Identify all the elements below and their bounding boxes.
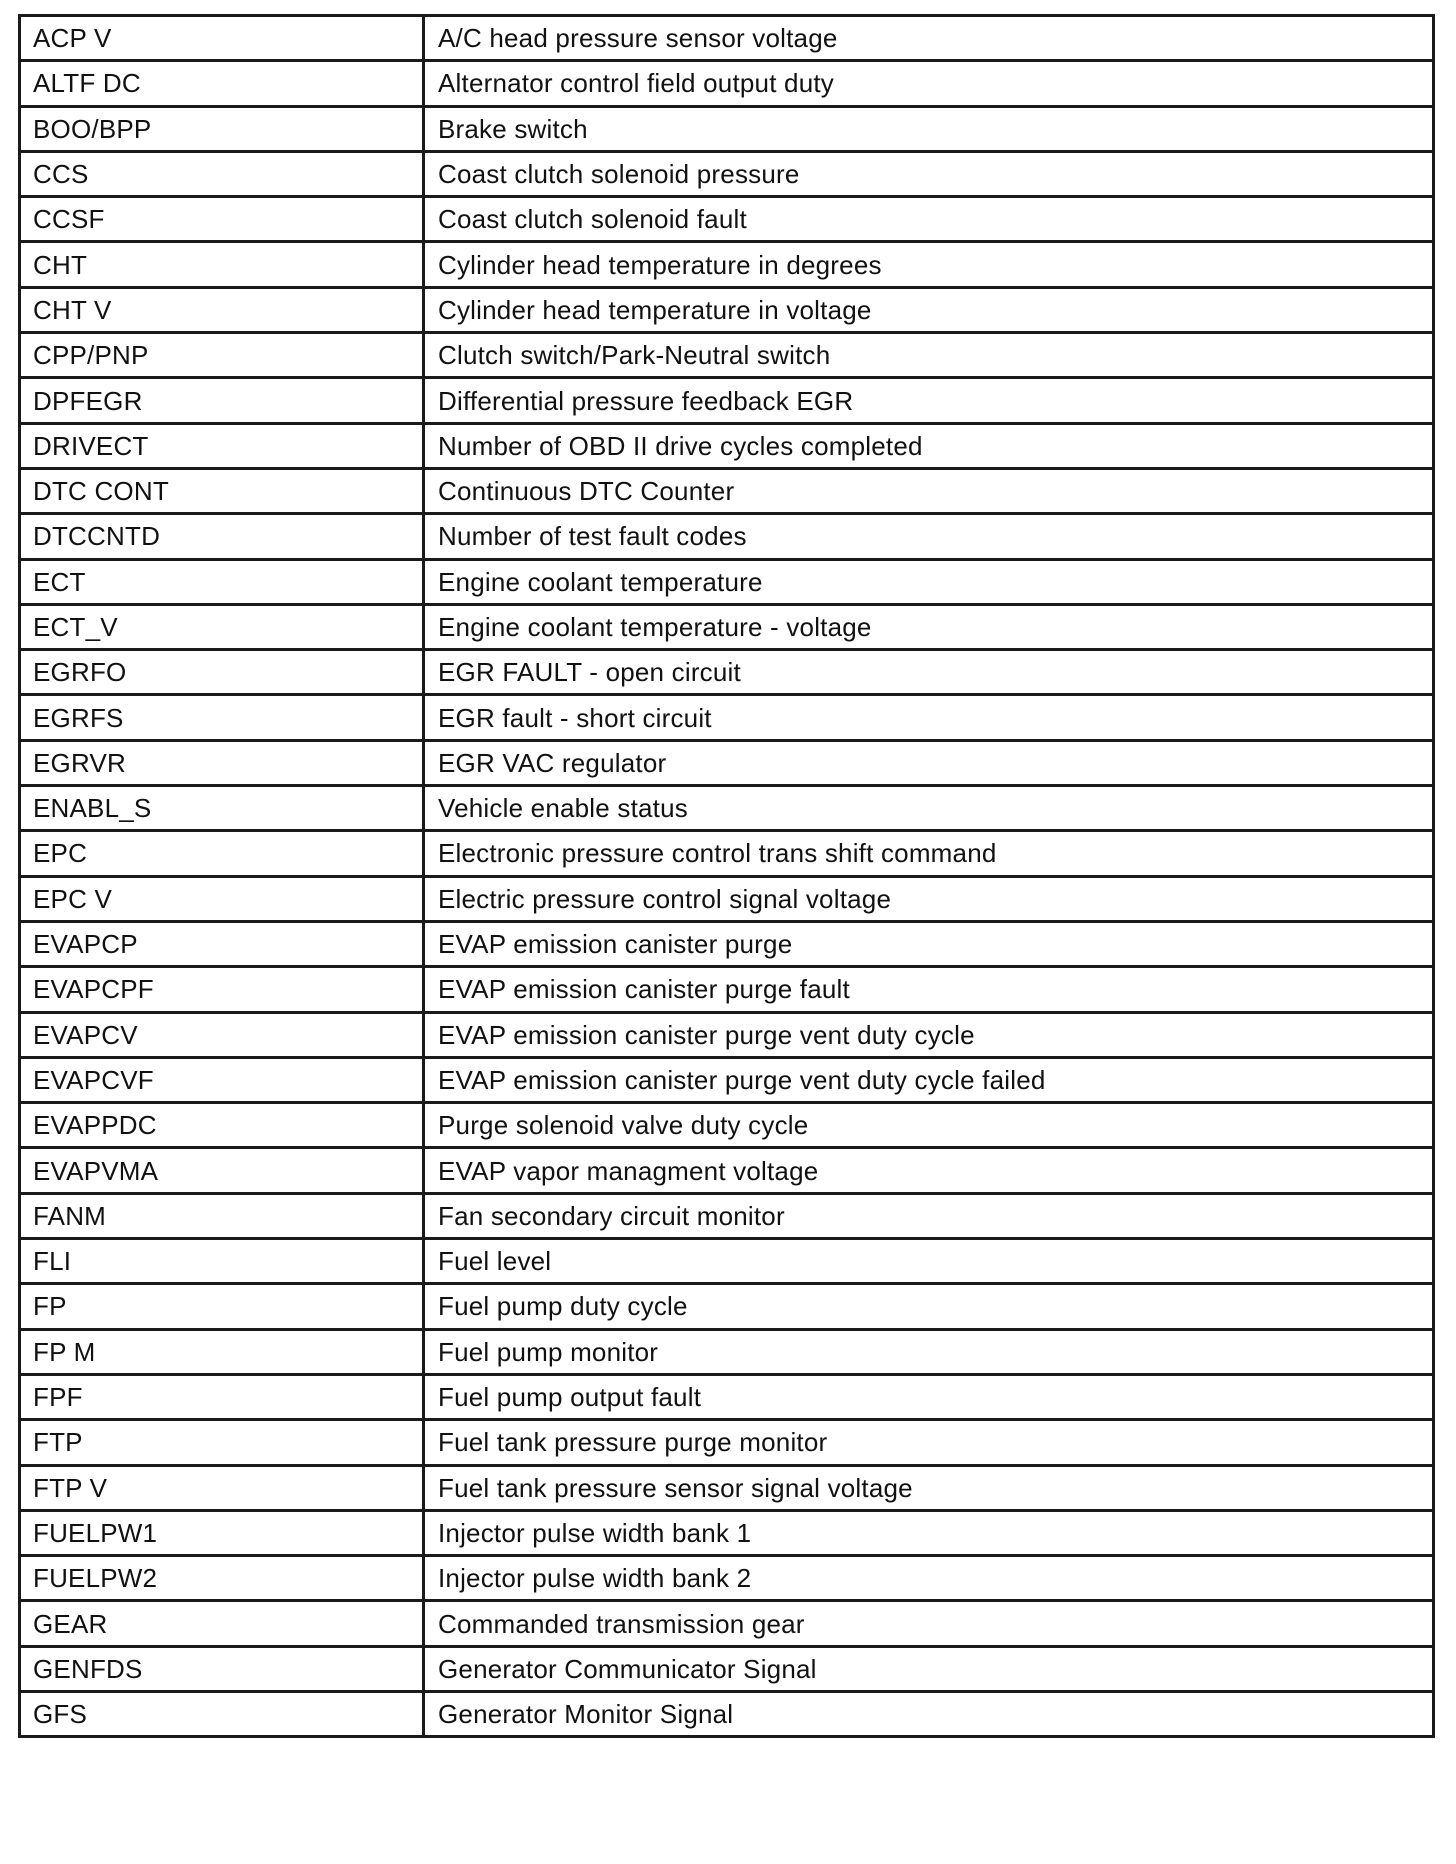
pid-code-cell: FANM	[20, 1193, 424, 1238]
pid-code-cell: FUELPW1	[20, 1510, 424, 1555]
document-page	[18, 14, 1432, 1738]
pid-description-cell: Fan secondary circuit monitor	[424, 1193, 1434, 1238]
pid-code-cell: DTCCNTD	[20, 514, 424, 559]
pid-code-cell: ENABL_S	[20, 786, 424, 831]
pid-code-cell: FPF	[20, 1374, 424, 1419]
pid-code-cell: EPC V	[20, 876, 424, 921]
table-row	[20, 151, 1434, 196]
pid-description-cell: Vehicle enable status	[424, 786, 1434, 831]
pid-description-cell: Commanded transmission gear	[424, 1601, 1434, 1646]
table-row	[20, 197, 1434, 242]
pid-description-cell: Generator Communicator Signal	[424, 1646, 1434, 1691]
pid-description-cell: EGR FAULT - open circuit	[424, 650, 1434, 695]
pid-code-cell: EPC	[20, 831, 424, 876]
table-row	[20, 378, 1434, 423]
pid-description-cell: Clutch switch/Park-Neutral switch	[424, 333, 1434, 378]
table-row	[20, 1420, 1434, 1465]
pid-description-cell: Injector pulse width bank 1	[424, 1510, 1434, 1555]
table-row	[20, 287, 1434, 332]
table-row	[20, 695, 1434, 740]
pid-description-cell: A/C head pressure sensor voltage	[424, 16, 1434, 61]
pid-description-cell: Coast clutch solenoid pressure	[424, 151, 1434, 196]
table-row	[20, 333, 1434, 378]
pid-code-cell: DRIVECT	[20, 423, 424, 468]
table-row	[20, 1374, 1434, 1419]
pid-code-cell: CCSF	[20, 197, 424, 242]
pid-description-cell: Fuel pump monitor	[424, 1329, 1434, 1374]
pid-code-cell: EGRFS	[20, 695, 424, 740]
pid-code-cell: FP M	[20, 1329, 424, 1374]
pid-code-cell: FLI	[20, 1239, 424, 1284]
pid-description-cell: Cylinder head temperature in degrees	[424, 242, 1434, 287]
pid-code-cell: EGRVR	[20, 740, 424, 785]
table-row	[20, 106, 1434, 151]
pid-description-cell: Continuous DTC Counter	[424, 468, 1434, 513]
pid-description-cell: Fuel tank pressure purge monitor	[424, 1420, 1434, 1465]
table-row	[20, 604, 1434, 649]
table-body	[20, 16, 1434, 1737]
table-row	[20, 1193, 1434, 1238]
pid-code-cell: EVAPCVF	[20, 1057, 424, 1102]
table-row	[20, 650, 1434, 695]
pid-description-cell: Electronic pressure control trans shift command	[424, 831, 1434, 876]
pid-code-cell: DPFEGR	[20, 378, 424, 423]
table-row	[20, 468, 1434, 513]
table-row	[20, 1103, 1434, 1148]
pid-description-cell: Electric pressure control signal voltage	[424, 876, 1434, 921]
pid-description-cell: Injector pulse width bank 2	[424, 1556, 1434, 1601]
pid-description-cell: Generator Monitor Signal	[424, 1691, 1434, 1736]
pid-description-cell: Fuel level	[424, 1239, 1434, 1284]
pid-description-cell: Purge solenoid valve duty cycle	[424, 1103, 1434, 1148]
pid-code-cell: CHT V	[20, 287, 424, 332]
pid-code-cell: ECT	[20, 559, 424, 604]
pid-description-cell: Differential pressure feedback EGR	[424, 378, 1434, 423]
table-row	[20, 559, 1434, 604]
table-row	[20, 921, 1434, 966]
pid-code-cell: ECT_V	[20, 604, 424, 649]
pid-description-cell: Alternator control field output duty	[424, 61, 1434, 106]
table-row	[20, 1239, 1434, 1284]
pid-code-cell: EVAPCP	[20, 921, 424, 966]
table-row	[20, 786, 1434, 831]
table-row	[20, 1601, 1434, 1646]
table-row	[20, 876, 1434, 921]
table-row	[20, 740, 1434, 785]
pid-code-cell: EVAPCPF	[20, 967, 424, 1012]
pid-description-cell: Coast clutch solenoid fault	[424, 197, 1434, 242]
pid-code-cell: FTP V	[20, 1465, 424, 1510]
table-row	[20, 831, 1434, 876]
table-row	[20, 1691, 1434, 1736]
pid-code-cell: FP	[20, 1284, 424, 1329]
table-row	[20, 16, 1434, 61]
table-row	[20, 1284, 1434, 1329]
pid-description-cell: Fuel tank pressure sensor signal voltage	[424, 1465, 1434, 1510]
pid-description-cell: EVAP emission canister purge fault	[424, 967, 1434, 1012]
pid-code-cell: FUELPW2	[20, 1556, 424, 1601]
pid-description-cell: Number of test fault codes	[424, 514, 1434, 559]
pid-description-cell: Fuel pump duty cycle	[424, 1284, 1434, 1329]
pid-description-cell: EVAP emission canister purge vent duty cycle	[424, 1012, 1434, 1057]
table-row	[20, 967, 1434, 1012]
pid-code-cell: DTC CONT	[20, 468, 424, 513]
pid-description-cell: Engine coolant temperature - voltage	[424, 604, 1434, 649]
pid-code-cell: EVAPPDC	[20, 1103, 424, 1148]
pid-code-cell: ACP V	[20, 16, 424, 61]
table-row	[20, 1329, 1434, 1374]
table-row	[20, 1057, 1434, 1102]
table-row	[20, 514, 1434, 559]
pid-code-cell: GEAR	[20, 1601, 424, 1646]
table-row	[20, 1510, 1434, 1555]
pid-description-cell: Fuel pump output fault	[424, 1374, 1434, 1419]
pid-description-cell: EVAP emission canister purge vent duty cycle failed	[424, 1057, 1434, 1102]
pid-code-cell: ALTF DC	[20, 61, 424, 106]
table-row	[20, 1465, 1434, 1510]
pid-description-cell: EVAP emission canister purge	[424, 921, 1434, 966]
pid-description-cell: EGR fault - short circuit	[424, 695, 1434, 740]
pid-description-cell: Cylinder head temperature in voltage	[424, 287, 1434, 332]
pid-code-cell: GENFDS	[20, 1646, 424, 1691]
pid-definition-table	[18, 14, 1435, 1738]
pid-code-cell: CHT	[20, 242, 424, 287]
pid-code-cell: CPP/PNP	[20, 333, 424, 378]
pid-description-cell: EVAP vapor managment voltage	[424, 1148, 1434, 1193]
pid-code-cell: BOO/BPP	[20, 106, 424, 151]
table-row	[20, 1646, 1434, 1691]
pid-description-cell: Number of OBD II drive cycles completed	[424, 423, 1434, 468]
pid-code-cell: GFS	[20, 1691, 424, 1736]
table-row	[20, 242, 1434, 287]
pid-code-cell: EVAPCV	[20, 1012, 424, 1057]
table-row	[20, 1148, 1434, 1193]
pid-code-cell: EGRFO	[20, 650, 424, 695]
pid-code-cell: EVAPVMA	[20, 1148, 424, 1193]
table-row	[20, 1556, 1434, 1601]
table-row	[20, 423, 1434, 468]
pid-code-cell: FTP	[20, 1420, 424, 1465]
pid-description-cell: Brake switch	[424, 106, 1434, 151]
table-row	[20, 61, 1434, 106]
pid-description-cell: EGR VAC regulator	[424, 740, 1434, 785]
pid-description-cell: Engine coolant temperature	[424, 559, 1434, 604]
table-row	[20, 1012, 1434, 1057]
pid-code-cell: CCS	[20, 151, 424, 196]
